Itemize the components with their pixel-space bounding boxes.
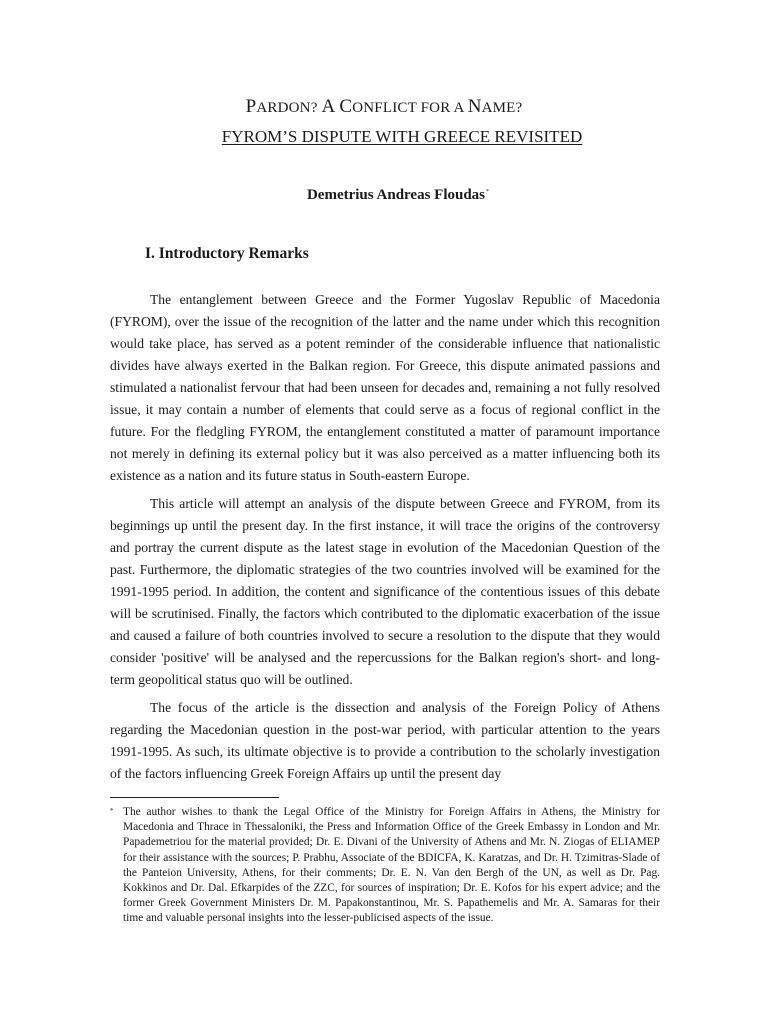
section-heading: I. Introductory Remarks	[145, 245, 309, 262]
paper-title	[0, 96, 768, 118]
body-paragraph-3	[110, 697, 660, 785]
title-smallcaps: AME?	[481, 100, 523, 116]
title-initial: N	[467, 96, 482, 117]
title-initial: C	[339, 96, 353, 117]
paragraph-text: The entanglement between Greece and the Former Yugoslav Republic of Macedonia (FYROM), over the issue of the recognition of the latter and the name under which this recognition would take place, has served as a potent reminder of the considerable influence that nationalistic divides have always exerted in the Balkan region. For Greece, this dispute animated passions and stimulated a nationalist fervour that had been unseen for decades and, remaining a not fully resolved issue, it may contain a number of elements that could serve as a focus of regional conflict in the future. For the fledgling FYROM, the entanglement constituted a matter of paramount importance not merely in defining its external policy but it was also perceived as a matter influencing both its existence as a nation and its future status in South-eastern Europe.	[110, 292, 660, 483]
title-initial: A	[321, 96, 340, 117]
paragraph-text: This article will attempt an analysis of the dispute between Greece and FYROM, from its beginnings up until the present day. In the first instance, it will trace the origins of the controversy and portray the current dispute as the latest stage in evolution of the Macedonian Question of the past. Furthermore, the diplomatic strategies of the two countries involved will be examined for the 1991-1995 period. In addition, the content and significance of the contentious issues of this debate will be scrutinised. Finally, the factors which contributed to the diplomatic exacerbation of the issue and caused a failure of both countries involved to secure a resolution to the dispute that they would consider 'positive' will be analysed and the repercussions for the Balkan region's short- and long-term geopolitical status quo will be outlined.	[110, 496, 660, 687]
footnote-marker: *	[110, 807, 114, 815]
author-footnote-marker: *	[486, 189, 490, 195]
body-paragraph-1	[110, 289, 660, 487]
footnote	[110, 805, 660, 927]
title-initial: P	[245, 96, 257, 117]
author-line	[0, 187, 768, 204]
author-name: Demetrius Andreas Floudas	[306, 187, 486, 203]
footnote-separator	[110, 797, 279, 798]
body-paragraph-2	[110, 493, 660, 691]
paragraph-text: The focus of the article is the dissection and analysis of the Foreign Policy of Athens regarding the Macedonian question in the post-war period, with particular attention to the years 1991-1995. As such, its ultimate objective is to provide a contribution to the scholarly investigation of the factors influencing Greek Foreign Affairs up until the present day	[110, 700, 660, 781]
title-smallcaps: ARDON?	[256, 100, 322, 116]
paper-subtitle: FYROM’S DISPUTE WITH GREECE REVISITED	[221, 127, 583, 146]
title-smallcaps: ONFLICT FOR A	[352, 100, 468, 116]
footnote-text: The author wishes to thank the Legal Office of the Ministry for Foreign Affairs in Athens, the Ministry for Macedonia and Thrace in Thessaloniki, the Press and Information Office of the Greek Embassy in London and Mr. Papademetriou for the material provided; Dr. E. Divani of the University of Athens and Mr. N. Ziogas of ELIAMEP for their assistance with the sources; P. Prabhu, Associate of the BDICFA, K. Karatzas, and Dr. H. Tzimitras-Slade of the Panteion University, Athens, for their comments; Dr. E. N. Van den Bergh of the UN, as well as Dr. Pag. Kokkinos and Dr. Dal. Efkarpides of the ZZC, for sources of inspiration; Dr. E. Kofos for his expert advice; and the former Greek Government Ministers Dr. M. Papakonstantinou, Mr. S. Papathemelis and Mr. A. Samaras for their time and valuable personal insights into the lesser-publicised aspects of the issue.	[123, 806, 660, 925]
